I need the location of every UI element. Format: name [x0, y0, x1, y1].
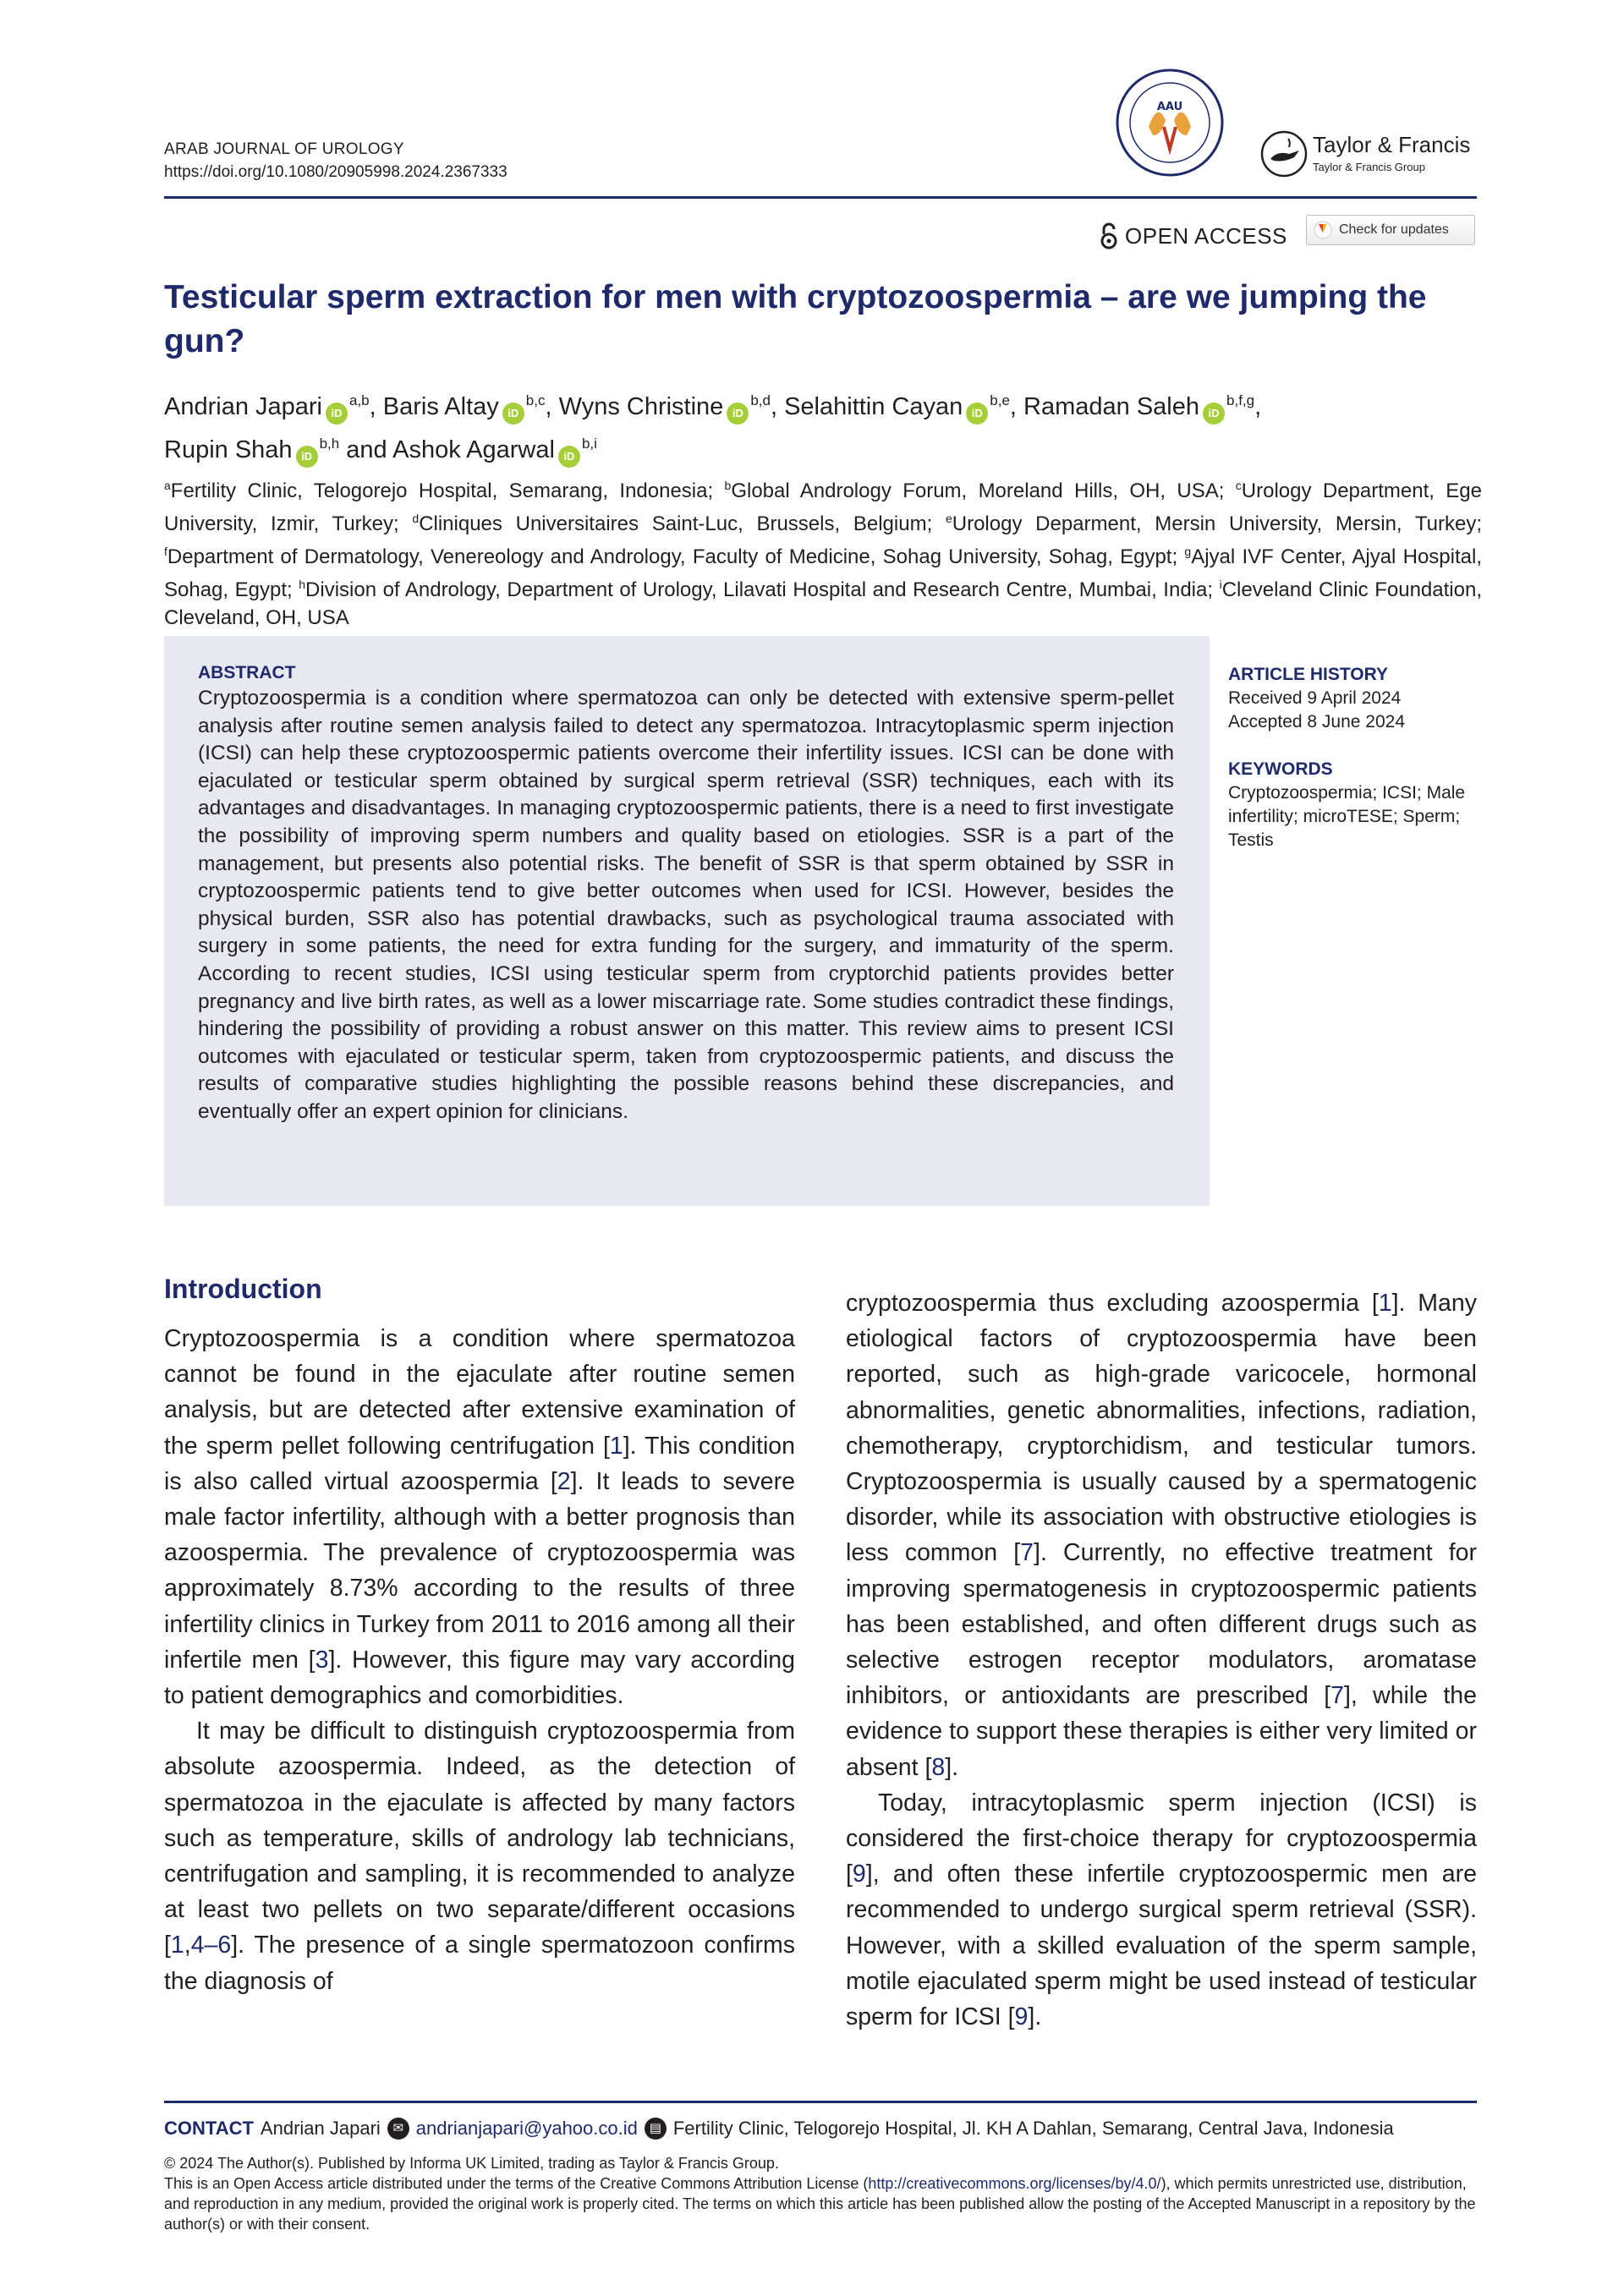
- author-affil-marks: b,h: [319, 436, 340, 452]
- text-run: cryptozoospermia thus excluding azoospermia [: [846, 1290, 1379, 1317]
- author-name[interactable]: Ashok Agarwal: [392, 436, 555, 463]
- accepted-date: Accepted 8 June 2024: [1228, 712, 1405, 732]
- author-separator: ,: [545, 393, 559, 420]
- license-link[interactable]: http://creativecommons.org/licenses/by/4.0/: [868, 2175, 1161, 2192]
- license-text: This is an Open Access article distributed under the terms of the Creative Commons Attribution License (: [164, 2175, 869, 2192]
- check-updates-label: Check for updates: [1339, 222, 1449, 237]
- author-list: [164, 382, 1484, 469]
- address-icon: ▤: [645, 2118, 667, 2140]
- affil-mark: b: [724, 479, 732, 492]
- citation-link[interactable]: 9: [852, 1860, 866, 1888]
- citation-link[interactable]: 1: [170, 1932, 184, 1959]
- keywords-heading: KEYWORDS: [1228, 759, 1333, 779]
- article-history-heading: ARTICLE HISTORY: [1228, 665, 1389, 684]
- affil-text: Ajyal IVF Center, Ajyal Hospital, Sohag, Egypt;: [164, 545, 1482, 601]
- citation-link[interactable]: 9: [1014, 2003, 1029, 2031]
- text-run: ]. The presence of a single spermatozoon confirms the diagnosis of: [164, 1932, 795, 1995]
- contact-line: [164, 2118, 1394, 2140]
- association-seal-logo: [1115, 68, 1225, 178]
- text-run: ]. Currently, no effective treatment for improving spermatogenesis in cryptozoospermic patients has been established, and often different drugs such as selective estrogen receptor modulators, aromatase inhibitors, or antioxidants are prescribed [: [846, 1539, 1477, 1710]
- affil-text: Fertility Clinic, Telogorejo Hospital, Semarang, Indonesia;: [170, 479, 725, 502]
- received-date: Received 9 April 2024: [1228, 688, 1402, 708]
- orcid-icon[interactable]: iD: [502, 403, 524, 425]
- affil-text: Global Andrology Forum, Moreland Hills, OH, USA;: [731, 479, 1236, 502]
- affil-text: Urology Department, Ege University, Izmir, Turkey;: [164, 479, 1482, 535]
- orcid-icon[interactable]: iD: [296, 446, 318, 468]
- author-affil-marks: a,b: [349, 392, 370, 408]
- author-separator: ,: [369, 393, 383, 420]
- open-access-label: OPEN ACCESS: [1125, 222, 1287, 249]
- author-affil-marks: b,c: [525, 392, 546, 408]
- left-column: [164, 1321, 795, 1999]
- author-separator: ,: [1009, 393, 1024, 420]
- footer-rule: [164, 2101, 1477, 2103]
- intro-paragraph: [164, 1713, 795, 1999]
- citation-link[interactable]: 2: [557, 1467, 571, 1495]
- citation-link[interactable]: 8: [931, 1753, 946, 1781]
- citation-link[interactable]: 1: [609, 1432, 623, 1460]
- author-separator: ,: [1254, 393, 1262, 420]
- intro-paragraph: [164, 1321, 795, 1713]
- keywords: [1228, 758, 1490, 852]
- affil-mark: f: [164, 545, 167, 558]
- text-run: ], while the evidence to support these therapies is either very limited or absent [: [846, 1682, 1477, 1781]
- keywords-text: Cryptozoospermia; ICSI; Male infertility; microTESE; Sperm; Testis: [1228, 783, 1466, 850]
- introduction-heading: Introduction: [164, 1274, 322, 1304]
- license-notice: [164, 2173, 1480, 2234]
- article-title: Testicular sperm extraction for men with cryptozoospermia – are we jumping the gun?: [164, 279, 1427, 359]
- seal-text: AAU: [1156, 101, 1183, 113]
- right-column: [846, 1285, 1477, 2035]
- citation-link[interactable]: 3: [315, 1646, 329, 1674]
- citation-link[interactable]: 1: [1378, 1290, 1392, 1317]
- author-affil-marks: b,d: [750, 392, 771, 408]
- author-name[interactable]: Rupin Shah: [164, 436, 293, 463]
- author-affil-marks: b,i: [581, 436, 597, 452]
- author-name[interactable]: Selahittin Cayan: [784, 393, 963, 420]
- affil-mark: a: [164, 479, 171, 492]
- check-for-updates-button[interactable]: [1306, 215, 1475, 245]
- open-lock-icon: [1100, 222, 1118, 249]
- orcid-icon[interactable]: iD: [966, 403, 988, 425]
- contact-address: Fertility Clinic, Telogorejo Hospital, Jl. KH A Dahlan, Semarang, Central Java, Indonesia: [672, 2118, 1394, 2139]
- publisher-name: Taylor & Francis: [1313, 132, 1471, 157]
- license-text: ), which permits unrestricted use, distribution, and reproduction in any medium, provided the original work is properly cited. The terms on which this article has been published allow the posting of the Accepted Manuscript in a repository by the author(s) or with their consent.: [164, 2175, 1476, 2233]
- orcid-icon[interactable]: iD: [558, 446, 580, 468]
- article-history: [1228, 663, 1490, 734]
- journal-name: ARAB JOURNAL OF UROLOGY: [164, 140, 404, 158]
- copyright-notice: © 2024 The Author(s). Published by Informa UK Limited, trading as Taylor & Francis Group.: [164, 2155, 779, 2172]
- contact-name: Andrian Japari: [260, 2118, 381, 2139]
- affil-text: Department of Dermatology, Venereology and Andrology, Faculty of Medicine, Sohag University, Sohag, Egypt;: [167, 545, 1185, 568]
- intro-paragraph: [846, 1285, 1477, 1785]
- affil-mark: h: [299, 578, 306, 591]
- citation-link[interactable]: 7: [1330, 1682, 1344, 1710]
- author-name[interactable]: Ramadan Saleh: [1023, 393, 1200, 420]
- text-run: ]. It leads to severe male factor infertility, although with a better prognosis than azoospermia. The prevalence of cryptozoospermia was approximately 8.73% according to the results of three infertility clinics in Turkey from 2011 to 2016 among all their infertile men [: [164, 1467, 795, 1674]
- orcid-icon[interactable]: iD: [1203, 403, 1225, 425]
- check-updates-icon: [1314, 221, 1332, 239]
- contact-label: CONTACT: [164, 2118, 254, 2139]
- affil-text: Cleveland Clinic Foundation, Cleveland, OH, USA: [164, 578, 1482, 629]
- author-affil-marks: b,f,g: [1226, 392, 1255, 408]
- affil-mark: c: [1235, 479, 1242, 492]
- text-run: ]. However, this figure may vary according to patient demographics and comorbidities.: [164, 1646, 795, 1710]
- author-name[interactable]: Wyns Christine: [558, 393, 724, 420]
- intro-paragraph: [846, 1785, 1477, 2035]
- doi-link[interactable]: https://doi.org/10.1080/20905998.2024.2367333: [164, 163, 508, 181]
- text-run: ]. This condition is also called virtual azoospermia [: [164, 1432, 796, 1495]
- citation-link[interactable]: 7: [1020, 1539, 1034, 1567]
- affil-mark: d: [412, 512, 420, 525]
- text-run: Today, intracytoplasmic sperm injection (ICSI) is considered the first-choice therapy for cryptozoospermia [: [846, 1789, 1477, 1888]
- affil-text: Urology Deparment, Mersin University, Mersin, Turkey;: [952, 512, 1482, 535]
- text-run: It may be difficult to distinguish cryptozoospermia from absolute azoospermia. Indeed, as the detection of spermatozoa in the ejaculate is affected by many factors such as temperature, skills of andrology lab technicians, centrifugation and sampling, it is recommended to analyze at least two pellets on two separate/different occasions [: [164, 1718, 795, 1959]
- abstract-text: Cryptozoospermia is a condition where spermatozoa can only be detected with extensive sperm-pellet analysis after routine semen analysis failed to detect any spermatozoa. Intracytoplasmic sperm injection (ICSI) can help these cryptozoospermic patients overcome their infertility issues. ICSI can be done with ejaculated or testicular sperm obtained by surgical sperm retrieval (SSR) techniques, each with its advantages and disadvantages. In managing cryptozoospermic patients, there is a need to first investigate the possibility of improving sperm numbers and quality based on etiologies. SSR is a part of the management, but presents also potential risks. The benefit of SSR is that sperm obtained by SSR in cryptozoospermic patients tend to give better outcomes when used for ICSI. However, besides the physical burden, SSR also has potential drawbacks, such as psychological trauma associated with surgery in some patients, the need for extra funding for the surgery, and immaturity of the sperm. According to recent studies, ICSI using testicular sperm from cryptorchid patients provides better pregnancy and live birth rates, as well as a lower miscarriage rate. Some studies contradict these findings, hindering the possibility of providing a robust answer on this matter. This review aims to present ICSI outcomes with ejaculated or testicular sperm, taken from cryptozoospermic patients, and discuss the results of comparative studies highlighting the possible reasons behind these discrepancies, and eventually offer an expert opinion for clinicians.: [198, 687, 1174, 1123]
- author-name[interactable]: Baris Altay: [382, 393, 499, 420]
- text-run: ].: [1028, 2003, 1042, 2031]
- author-separator: and: [339, 436, 393, 463]
- affil-mark: i: [1219, 578, 1222, 591]
- affil-mark: g: [1184, 545, 1192, 558]
- orcid-icon[interactable]: iD: [727, 403, 749, 425]
- open-access-badge: [1100, 222, 1287, 250]
- publisher-group: Taylor & Francis Group: [1313, 161, 1425, 173]
- text-run: Cryptozoospermia is a condition where spermatozoa cannot be found in the ejaculate after routine semen analysis, but are detected after extensive examination of the sperm pellet following centrifugation [: [164, 1325, 795, 1460]
- text-run: ], and often these infertile cryptozoospermic men are recommended to undergo surgical sperm retrieval (SSR). However, with a skilled evaluation of the sperm sample, motile ejaculated sperm might be used instead of testicular sperm for ICSI [: [846, 1860, 1477, 2031]
- text-run: ].: [945, 1753, 959, 1781]
- affil-text: Division of Andrology, Department of Urology, Lilavati Hospital and Research Centre, Mumbai, India;: [305, 578, 1220, 601]
- header-rule: [164, 196, 1477, 199]
- citation-link[interactable]: 4–6: [190, 1932, 232, 1959]
- author-name[interactable]: Andrian Japari: [164, 393, 322, 420]
- text-run: ]. Many etiological factors of cryptozoospermia have been reported, such as high-grade varicocele, hormonal abnormalities, genetic abnormalities, infections, radiation, chemotherapy, cryptorchidism, and testicular tumors. Cryptozoospermia is usually caused by a spermatogenic disorder, while its association with obstructive etiologies is less common [: [846, 1290, 1477, 1567]
- publisher-logo: [1260, 129, 1480, 181]
- abstract-heading: ABSTRACT: [198, 663, 296, 682]
- affiliations: [164, 472, 1482, 632]
- contact-email-link[interactable]: andrianjapari@yahoo.co.id: [415, 2118, 638, 2139]
- affil-mark: e: [945, 512, 952, 525]
- abstract-box: [164, 636, 1210, 1206]
- affil-text: Cliniques Universitaires Saint-Luc, Brussels, Belgium;: [419, 512, 946, 535]
- author-affil-marks: b,e: [990, 392, 1010, 408]
- orcid-icon[interactable]: iD: [326, 403, 348, 425]
- text-run: ,: [184, 1932, 191, 1959]
- lamp-icon: [1260, 130, 1308, 178]
- email-icon: ✉: [387, 2118, 409, 2140]
- author-separator: ,: [770, 393, 785, 420]
